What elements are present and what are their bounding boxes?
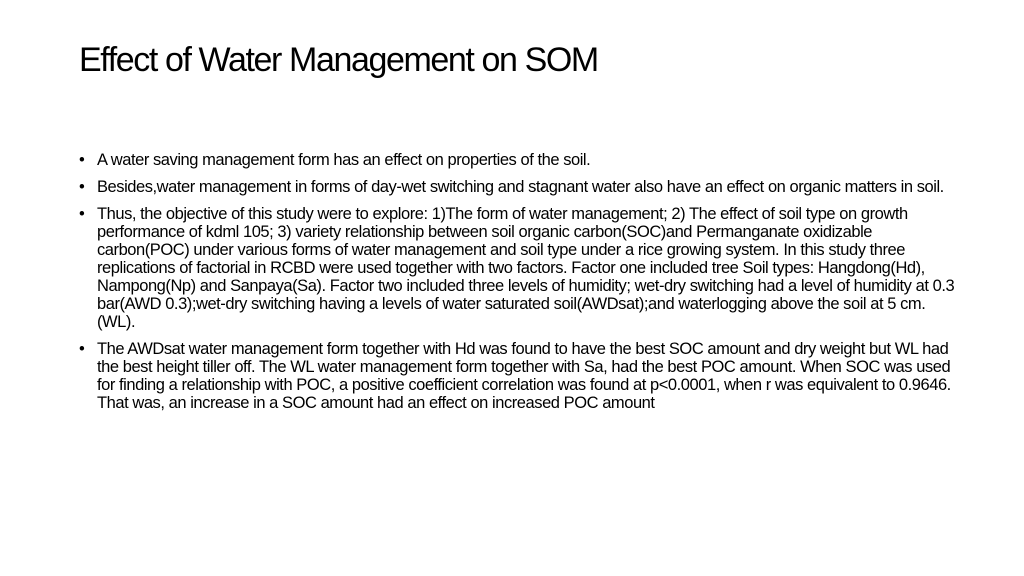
bullet-item: [79, 151, 959, 169]
bullet-item: [79, 178, 959, 196]
slide-title: Effect of Water Management on SOM: [79, 41, 598, 79]
bullet-item: [79, 340, 959, 412]
bullet-list: [79, 151, 959, 421]
bullet-item: [79, 205, 959, 331]
bullet-text: The AWDsat water management form together with Hd was found to have the best SOC amount and dry weight but WL had the best height tiller off. The WL water management form together with Sa, had the best POC amount. When SOC was used for finding a relationship with POC, a positive coefficient correlation was found at p<0.0001, when r was equivalent to 0.9646. That was, an increase in a SOC amount had an effect on increased POC amount: [97, 340, 951, 412]
bullet-text: Besides,water management in forms of day-wet switching and stagnant water also have an effect on organic matters in soil.: [97, 178, 944, 196]
bullet-dot-icon: •: [79, 340, 85, 358]
bullet-text: Thus, the objective of this study were to explore: 1)The form of water management; 2) The effect of soil type on growth performance of kdml 105; 3) variety relationship between soil organic carbon(SOC)and Permanganate oxidizable carbon(POC) under various forms of water management and soil type under a rice growing system. In this study three replications of factorial in RCBD were used together with two factors. Factor one included tree Soil types: Hangdong(Hd), Nampong(Np) and Sanpaya(Sa). Factor two included three levels of humidity; wet-dry switching had a level of humidity at 0.3 bar(AWD 0.3);wet-dry switching having a levels of water saturated soil(AWDsat);and waterlogging above the soil at 5 cm.(WL).: [97, 205, 955, 331]
bullet-dot-icon: •: [79, 205, 85, 223]
bullet-text: A water saving management form has an effect on properties of the soil.: [97, 151, 591, 169]
bullet-dot-icon: •: [79, 178, 85, 196]
bullet-dot-icon: •: [79, 151, 85, 169]
